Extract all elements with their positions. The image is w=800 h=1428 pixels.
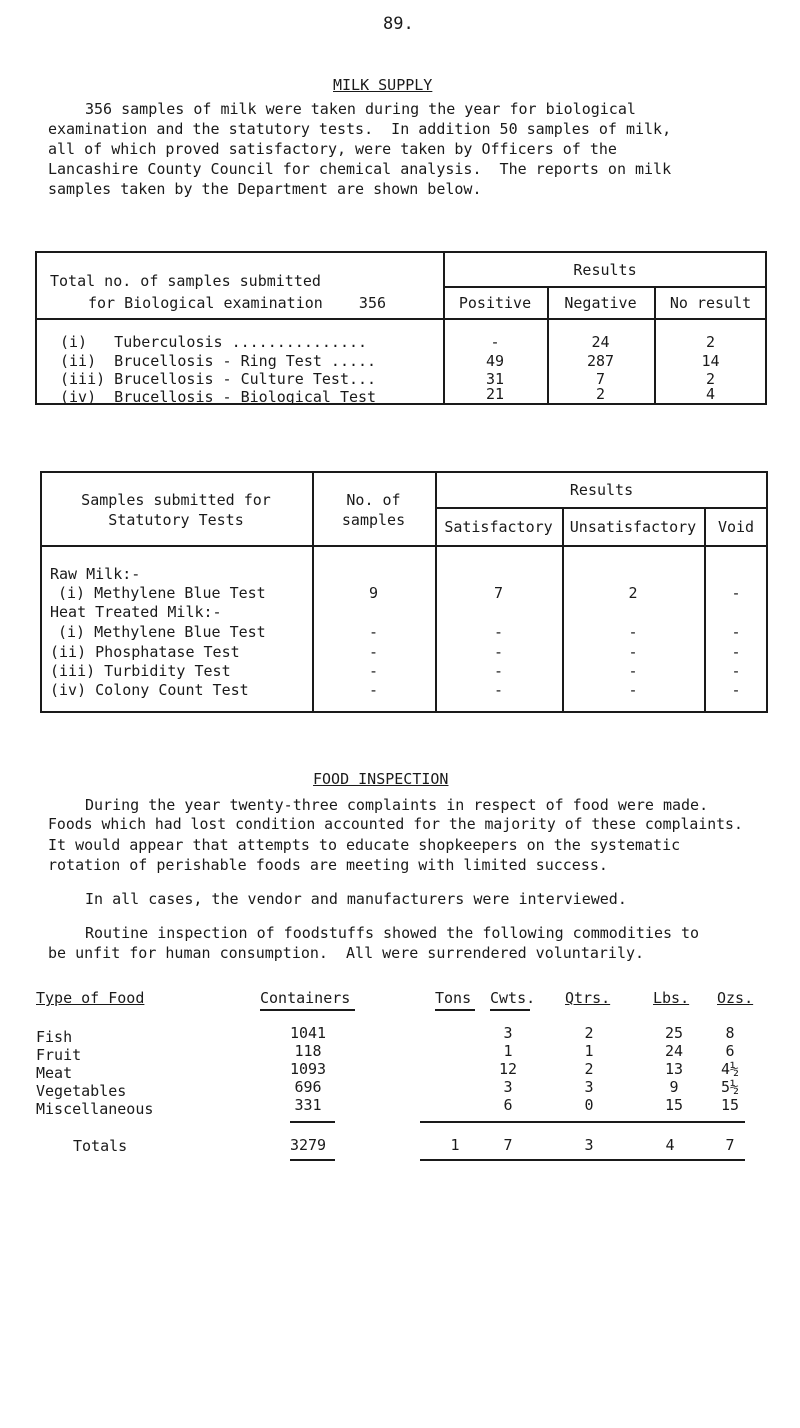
food-line: It would appear that attempts to educate shopkeepers on the systematic: [48, 836, 681, 854]
table-cell: -: [731, 681, 741, 699]
page-number: 89.: [383, 14, 414, 34]
qtrs-cell: 2: [584, 1024, 594, 1042]
table-cell: -: [731, 643, 741, 661]
table-row-label: (i) Methylene Blue Test: [58, 623, 266, 641]
column-header-satisfactory: Satisfactory: [444, 518, 553, 536]
column-header-negative: Negative: [564, 294, 637, 312]
table-cell: -: [493, 662, 504, 680]
table-row-label: (iii) Turbidity Test: [50, 662, 231, 680]
lbs-cell: 13: [664, 1060, 684, 1078]
cwts-cell: 6: [503, 1096, 513, 1114]
table-divider: [35, 318, 767, 320]
column-header-cwts: Cwts.: [490, 989, 536, 1007]
table-cell: -: [368, 643, 379, 661]
results-header: Results: [569, 481, 634, 499]
table-cell: -: [628, 623, 638, 641]
food-type: Vegetables: [36, 1082, 127, 1100]
column-header-qtrs: Qtrs.: [565, 989, 611, 1007]
table-cell: -: [731, 584, 741, 602]
qtrs-cell: 0: [584, 1096, 594, 1114]
totals-bottom-rule: [290, 1159, 335, 1161]
table-cell: 49: [485, 352, 505, 370]
table-cell: 14: [701, 352, 720, 370]
table-cell: -: [493, 623, 504, 641]
table-divider: [443, 286, 767, 288]
food-line: Routine inspection of foodstuffs showed the following commodities to: [85, 924, 700, 942]
table-cell: -: [493, 681, 504, 699]
containers-cell: 1041: [289, 1024, 327, 1042]
containers-cell: 1093: [289, 1060, 327, 1078]
cwts-cell: 3: [503, 1078, 513, 1096]
table-cell: -: [368, 623, 379, 641]
table-head-left: Statutory Tests: [108, 511, 244, 529]
containers-cell: 696: [294, 1078, 322, 1096]
table-row-label: (iv) Colony Count Test: [50, 681, 249, 699]
table-row-label: (i) Methylene Blue Test: [58, 584, 266, 602]
table-cell: -: [731, 662, 741, 680]
table-cell: -: [490, 333, 500, 351]
qtrs-cell: 2: [584, 1060, 594, 1078]
table-cell: 31: [485, 370, 505, 388]
header-underline: [490, 1009, 530, 1011]
table-row-label: (iii) Brucellosis - Culture Test...: [60, 370, 377, 388]
table-row-label: Raw Milk:-: [50, 565, 141, 583]
totals-rule: [420, 1121, 745, 1123]
table-cell: -: [368, 681, 379, 699]
containers-cell: 331: [294, 1096, 322, 1114]
ozs-cell: 4½: [720, 1060, 740, 1078]
totals-bottom-rule: [420, 1159, 745, 1161]
table-head-samples: samples: [341, 511, 406, 529]
table-cell: 2: [628, 584, 638, 602]
column-header-tons: Tons: [435, 989, 472, 1007]
food-line: rotation of perishable foods are meeting with limited success.: [48, 856, 608, 874]
food-type: Fish: [36, 1028, 73, 1046]
header-underline: [435, 1009, 475, 1011]
intro-line: 356 samples of milk were taken during the year for biological: [85, 100, 636, 118]
column-header-ozs: Ozs.: [717, 989, 754, 1007]
intro-line: Lancashire County Council for chemical analysis. The reports on milk: [48, 160, 672, 178]
vendor-note: In all cases, the vendor and manufacturers were interviewed.: [85, 890, 627, 908]
table-row-label: (ii) Brucellosis - Ring Test .....: [60, 352, 377, 370]
intro-line: examination and the statutory tests. In addition 50 samples of milk,: [48, 120, 672, 138]
table-cell: 24: [591, 333, 610, 351]
food-type: Miscellaneous: [36, 1100, 154, 1118]
column-header-positive: Positive: [458, 294, 532, 312]
ozs-cell: 8: [725, 1024, 735, 1042]
tons-total: 1: [450, 1136, 460, 1154]
table-cell: -: [368, 662, 379, 680]
qtrs-cell: 3: [584, 1078, 594, 1096]
table-cell: -: [628, 662, 638, 680]
table-row-label: Heat Treated Milk:-: [50, 603, 222, 621]
cwts-cell: 12: [498, 1060, 518, 1078]
food-line: be unfit for human consumption. All were surrendered voluntarily.: [48, 944, 645, 962]
ozs-total: 7: [725, 1136, 735, 1154]
food-type: Fruit: [36, 1046, 82, 1064]
table-cell: 9: [368, 584, 379, 602]
ozs-cell: 15: [720, 1096, 740, 1114]
food-line: During the year twenty-three complaints in respect of food were made.: [85, 796, 709, 814]
table-cell: 7: [493, 584, 504, 602]
column-header-unsatisfactory: Unsatisfactory: [569, 518, 697, 536]
lbs-cell: 9: [669, 1078, 679, 1096]
table-row-label: (ii) Phosphatase Test: [50, 643, 240, 661]
cwts-total: 7: [503, 1136, 513, 1154]
table-cell: 4: [705, 385, 716, 403]
intro-line: samples taken by the Department are shown below.: [48, 180, 482, 198]
containers-cell: 118: [294, 1042, 322, 1060]
table-head-left: Samples submitted for: [81, 491, 271, 509]
table-head-left: for Biological examination 356: [88, 294, 387, 312]
food-line: Foods which had lost condition accounted for the majority of these complaints.: [48, 816, 743, 833]
column-header-lbs: Lbs.: [653, 989, 690, 1007]
ozs-cell: 5½: [720, 1078, 740, 1096]
food-inspection-heading: FOOD INSPECTION: [313, 770, 449, 788]
table-cell: 287: [586, 352, 615, 370]
lbs-cell: 15: [664, 1096, 684, 1114]
totals-label: Totals: [73, 1137, 128, 1155]
table-cell: 2: [705, 333, 716, 351]
header-underline: [260, 1009, 355, 1011]
table-row-label: (iv) Brucellosis - Biological Test: [60, 388, 377, 406]
intro-line: all of which proved satisfactory, were taken by Officers of the: [48, 140, 617, 158]
lbs-cell: 25: [664, 1024, 684, 1042]
table-cell: 2: [705, 370, 716, 388]
lbs-total: 4: [665, 1136, 675, 1154]
table-cell: 7: [595, 370, 606, 388]
table-head-left: Total no. of samples submitted: [50, 272, 321, 290]
table-divider: [40, 545, 768, 547]
qtrs-total: 3: [584, 1136, 594, 1154]
lbs-cell: 24: [664, 1042, 684, 1060]
column-header-containers: Containers: [260, 989, 351, 1007]
column-header-no-result: No result: [669, 294, 752, 312]
column-header-void: Void: [717, 518, 755, 536]
column-header-type: Type of Food: [36, 989, 145, 1007]
milk-supply-heading: MILK SUPPLY: [333, 76, 433, 94]
containers-total: 3279: [289, 1136, 327, 1154]
food-type: Meat: [36, 1064, 73, 1082]
table-cell: 21: [485, 385, 505, 403]
table-cell: -: [628, 681, 638, 699]
totals-rule: [290, 1121, 335, 1123]
table-cell: -: [628, 643, 638, 661]
table-cell: -: [493, 643, 504, 661]
cwts-cell: 1: [503, 1042, 513, 1060]
results-header: Results: [573, 261, 637, 279]
table-row-label: (i) Tuberculosis ...............: [60, 333, 368, 351]
table-head-samples: No. of: [346, 491, 401, 509]
table-divider: [435, 507, 768, 509]
ozs-cell: 6: [725, 1042, 735, 1060]
table-cell: 2: [595, 385, 606, 403]
table-cell: -: [731, 623, 741, 641]
cwts-cell: 3: [503, 1024, 513, 1042]
qtrs-cell: 1: [584, 1042, 594, 1060]
